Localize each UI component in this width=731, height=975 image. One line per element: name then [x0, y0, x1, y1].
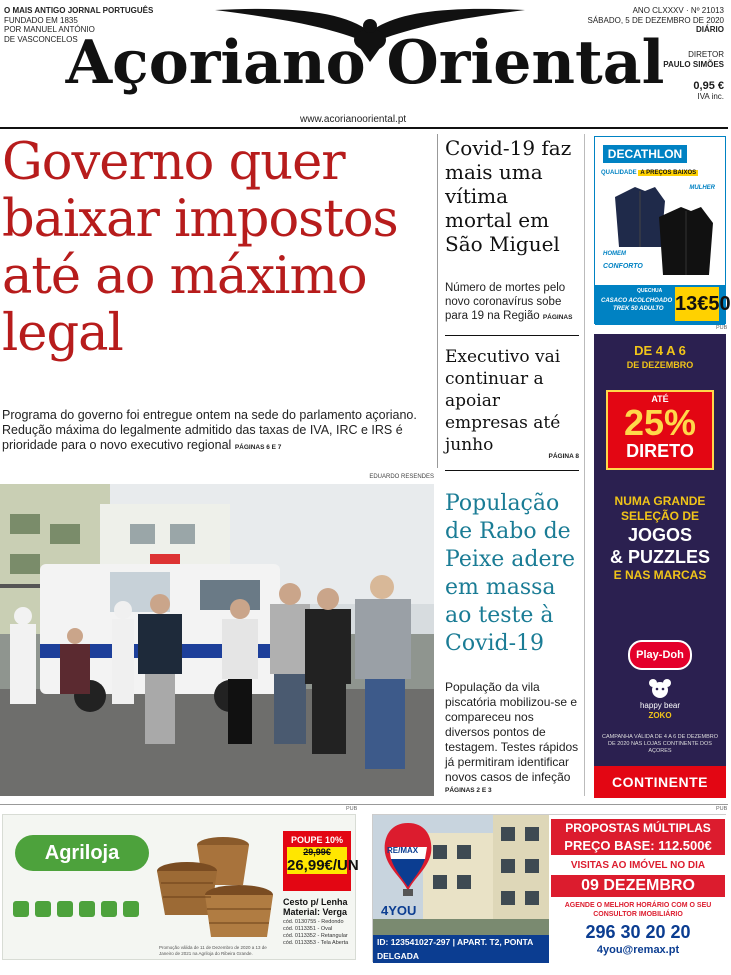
remax-phone[interactable]: 296 30 20 20 — [585, 922, 691, 942]
lead-pages: PÁGINAS 6 E 7 — [234, 444, 282, 451]
continente-date-range: DE 4 A 6 — [634, 343, 686, 358]
continente-line1: NUMA GRANDE — [614, 494, 706, 508]
story-rabo-de-peixe-headline[interactable]: População de Rabo de Peixe adere em massa ao teste à Covid-19 — [445, 491, 576, 656]
continente-dates — [594, 344, 726, 372]
lead-photo-illustration — [0, 484, 434, 796]
remax-title: PROPOSTAS MÚLTIPLAS — [551, 819, 725, 837]
decathlon-desc2: TREK 50 ADULTO — [613, 306, 664, 312]
agriloja-category-icons — [13, 901, 153, 921]
remax-visit-date: 09 DEZEMBRO — [551, 875, 725, 897]
decathlon-desc1: CASACO ACOLCHOADO — [601, 298, 673, 304]
decathlon-tag-prices: A PREÇOS BAIXOS — [640, 170, 697, 176]
agriloja-logo: Agriloja — [15, 835, 149, 871]
continente-ad[interactable] — [594, 334, 726, 798]
director-name: PAULO SIMÕES — [663, 59, 724, 69]
remax-id: ID: 123541027-297 | APART. T2, PONTA DELGADA — [377, 937, 533, 961]
continente-fine-print: CAMPANHA VÁLIDA DE 4 A 6 DE DEZEMBRO DE 2020 NAS LOJAS CONTINENTE DOS AÇORES — [601, 734, 719, 754]
lead-photo — [0, 484, 434, 796]
continente-discount-badge — [606, 390, 714, 470]
pub-label: PUB — [346, 806, 358, 812]
story-executivo-pages: PÁGINA 8 — [548, 453, 579, 460]
agriloja-old-price: 29,99€ — [287, 847, 347, 857]
happy-bear-text: happy bear — [639, 701, 681, 710]
agriloja-code: cód. 0113352 - Retangular — [283, 933, 348, 939]
column-divider — [584, 134, 585, 796]
agriloja-code: cód. 0130755 - Redondo — [283, 919, 344, 925]
category-icon — [79, 901, 95, 917]
agriloja-code: cód. 0113351 - Oval — [283, 926, 333, 932]
decathlon-header — [595, 137, 725, 167]
continente-direct: DIRETO — [626, 441, 694, 461]
zoko-text: ZOKO — [648, 711, 672, 720]
lead-summary — [2, 408, 434, 455]
agriloja-promo — [283, 831, 359, 891]
director-block — [644, 50, 724, 69]
masthead-founded: FUNDADO EM 1835 — [4, 15, 78, 25]
category-icon — [13, 901, 29, 917]
story-covid-summary: Número de mortes pelo novo coronavírus sobe para 19 na Região — [445, 282, 566, 322]
remax-office: 4YOU — [381, 903, 417, 918]
agriloja-save: POUPE 10% — [290, 835, 344, 845]
ads-divider — [0, 804, 728, 805]
remax-balloon-logo — [381, 821, 435, 897]
masthead-tagline: O MAIS ANTIGO JORNAL PORTUGUÊS — [4, 6, 154, 15]
category-icon — [35, 901, 51, 917]
decathlon-tagline — [601, 170, 698, 176]
agriloja-fine-print: Promoção válida de 11 de Dezembro de 2020 a 13 de Janeiro de 2021 na Agriloja do Ribeira Grande. — [159, 945, 267, 956]
remax-logo-text: RE/MAX — [387, 846, 419, 855]
remax-info — [549, 815, 727, 963]
issue-number: ANO CLXXXV · Nº 21013 — [632, 6, 724, 15]
agriloja-code: cód. 0113353 - Tela Aberta — [283, 940, 349, 946]
issue-frequency: DIÁRIO — [696, 25, 724, 34]
director-label: DIRETOR — [688, 50, 724, 59]
continente-line2: SELEÇÃO DE — [620, 509, 699, 523]
newspaper-title: Açoriano Oriental — [65, 28, 665, 98]
pub-label: PUB — [716, 325, 728, 331]
bear-icon — [648, 678, 672, 698]
agriloja-ad[interactable] — [2, 814, 359, 960]
baskets-image — [153, 825, 279, 945]
price-note: IVA inc. — [697, 92, 724, 101]
masthead-right-info — [584, 6, 724, 35]
lead-summary-text: Programa do governo foi entregue ontem na sede do parlamento açoriano. Redução máxima do legalmente admitido das taxas de IVA, IRC e IRS é prioridade para o novo executivo regional — [2, 408, 417, 452]
decathlon-ad[interactable] — [594, 136, 731, 324]
photo-credit: EDUARDO RESENDES — [369, 474, 434, 480]
agriloja-product: Cesto p/ Lenha Material: Verga — [283, 897, 348, 917]
decathlon-men-label: HOMEM — [603, 251, 626, 257]
story-divider — [445, 470, 579, 471]
remax-ad[interactable] — [372, 814, 726, 974]
remax-id-bar — [373, 935, 549, 974]
continente-month: DE DEZEMBRO — [626, 360, 694, 370]
issue-date: SÁBADO, 5 DE DEZEMBRO DE 2020 — [587, 15, 724, 25]
remax-email[interactable]: 4you@remax.pt — [596, 944, 680, 956]
story-covid-text — [445, 281, 579, 325]
remax-base-price: PREÇO BASE: 112.500€ — [551, 837, 725, 855]
decathlon-women-label: MULHER — [689, 185, 715, 191]
category-icon — [101, 901, 117, 917]
category-icon — [123, 901, 139, 917]
story-covid-headline[interactable]: Covid-19 faz mais uma vítima mortal em São Miguel — [445, 136, 572, 256]
continente-line5: E NAS MARCAS — [613, 568, 707, 582]
category-icon — [57, 901, 73, 917]
lead-headline[interactable]: Governo quer baixar impostos até ao máximo legal — [2, 133, 398, 363]
continente-upto: ATÉ — [651, 394, 669, 404]
continente-discount: 25% — [623, 402, 697, 443]
agriloja-codes — [283, 919, 355, 947]
masthead-rule — [0, 127, 728, 129]
decathlon-quechua: QUECHUA — [637, 288, 663, 294]
continente-line3: JOGOS — [627, 525, 693, 545]
remax-schedule: AGENDE O MELHOR HORÁRIO COM O SEU CONSULTOR IMOBILIÁRIO — [564, 902, 712, 918]
masthead-founder: POR MANUEL ANTÓNIO DE VASCONCELOS — [4, 25, 95, 44]
decathlon-tag-quality: QUALIDADE — [601, 170, 637, 176]
story-covid-pages: PÁGINAS — [542, 314, 573, 321]
playdoh-logo: Play-Doh — [628, 640, 692, 670]
story-rabo-de-peixe-pages: PÁGINAS 2 E 3 — [445, 787, 492, 794]
decathlon-price: 13€50 — [675, 287, 719, 321]
agriloja-new-price: 26,99€/UN — [287, 857, 359, 874]
continente-line4: & PUZZLES — [609, 547, 710, 567]
story-rabo-de-peixe-text: População da vila piscatória mobilizou-se e compareceu nos diversos pontos de testagem. Testes rápidos já permitiram identificar novos casos de infeção — [445, 680, 579, 784]
website-url[interactable]: www.acorianooriental.pt — [300, 114, 407, 125]
continente-body — [594, 494, 726, 583]
price-block — [644, 80, 724, 101]
story-divider — [445, 335, 579, 336]
remax-owner-note: O PROPRIETÁRIO RESERVA-SE AO DIREITO DE NÃO ACEITAR QUALQUER PROPOSTA — [377, 963, 538, 974]
decathlon-logo: DECATHLON — [603, 145, 687, 163]
happy-bear-logo — [634, 678, 686, 724]
continente-logo: CONTINENTE — [594, 766, 726, 798]
story-executivo-headline[interactable]: Executivo vai continuar a apoiar empresas até junho — [445, 347, 561, 455]
decathlon-comfort-label: CONFORTO — [603, 263, 643, 270]
remax-visit: VISITAS AO IMÓVEL NO DIA — [570, 860, 706, 871]
remax-building-image — [373, 815, 549, 935]
price-value: 0,95 € — [693, 80, 724, 92]
pub-label: PUB — [716, 806, 728, 812]
column-divider — [437, 134, 438, 468]
